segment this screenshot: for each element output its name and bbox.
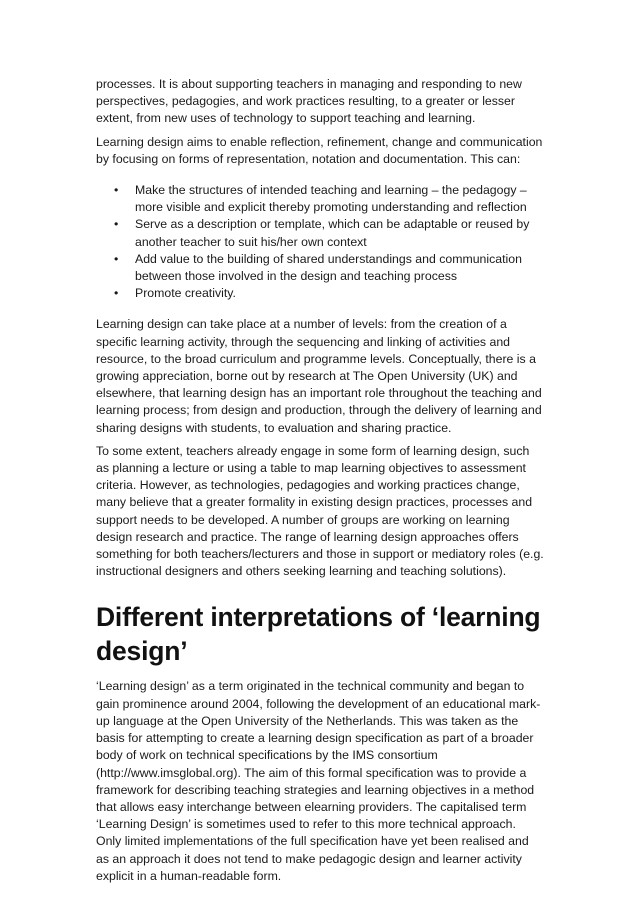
- paragraph-term: ‘Learning design’ as a term originated in the technical community and began to gain prominence around 2004, following the development of an educational mark-up language at the Open University of the Netherlands. This was taken as the basis for attempting to create a learning design specification as part of a broader body of work on technical specifications by the IMS consortium (http://www.imsglobal.org). The aim of this formal specification was to provide a framework for describing teaching strategies and learning objectives in a method that allows easy interchange between elearning providers. The capitalised term ‘Learning Design’ is sometimes used to refer to this more technical approach. Only limited implementations of the full specification have yet been realised and as an approach it does not tend to make pedagogic design and learner activity explicit in a human-readable form.: [96, 679, 541, 883]
- bullet-item: [114, 251, 544, 285]
- section-heading: Different interpretations of ‘learning design’: [96, 602, 541, 667]
- bullet-marker: •: [114, 286, 119, 301]
- bullet-item: [114, 182, 544, 216]
- bullet-list: [96, 182, 544, 302]
- bullet-marker: •: [114, 183, 119, 198]
- bullet-marker: •: [114, 217, 119, 232]
- paragraph-extent: To some extent, teachers already engage in some form of learning design, such as planning a lecture or using a table to map learning objectives to assessment criteria. However, as technologies, pedagogies and working practices change, many believe that a greater formality in existing design practices, processes and support needs to be developed. A number of groups are working on learning design research and practice. The range of learning design approaches offers something for both teachers/lecturers and those in support or mediatory roles (e.g. instructional designers and others seeking learning and teaching solutions).: [96, 443, 544, 579]
- bullet-marker: •: [114, 251, 119, 266]
- document-body: [96, 76, 544, 891]
- bullet-item: [114, 285, 544, 302]
- paragraph-aims: Learning design aims to enable reflection, refinement, change and communication by focusing on forms of representation, notation and documentation. This can:: [96, 134, 543, 166]
- bullet-item: [114, 216, 544, 250]
- paragraph-levels: Learning design can take place at a number of levels: from the creation of a specific learning activity, through the sequencing and linking of activities and resource, to the broad curriculum and programme levels. Conceptually, there is a growing appreciation, borne out by research at The Open University (UK) and elsewhere, that learning design has an important role throughout the teaching and learning process; from design and production, through the delivery of learning and sharing designs with students, to evaluation and sharing practice.: [96, 317, 542, 435]
- bullet-text: Promote creativity.: [135, 286, 236, 301]
- paragraph-intro: processes. It is about supporting teachers in managing and responding to new perspectives, pedagogies, and work practices resulting, to a greater or lesser extent, from new uses of technology to support teaching and learning.: [96, 77, 522, 126]
- bullet-text: Serve as a description or template, which can be adaptable or reused by another teacher to suit his/her own context: [135, 217, 530, 249]
- bullet-text: Add value to the building of shared understandings and communication between those involved in the design and teaching process: [135, 251, 522, 284]
- bullet-text: Make the structures of intended teaching and learning – the pedagogy – more visible and explicit thereby promoting understanding and reflection: [135, 183, 527, 215]
